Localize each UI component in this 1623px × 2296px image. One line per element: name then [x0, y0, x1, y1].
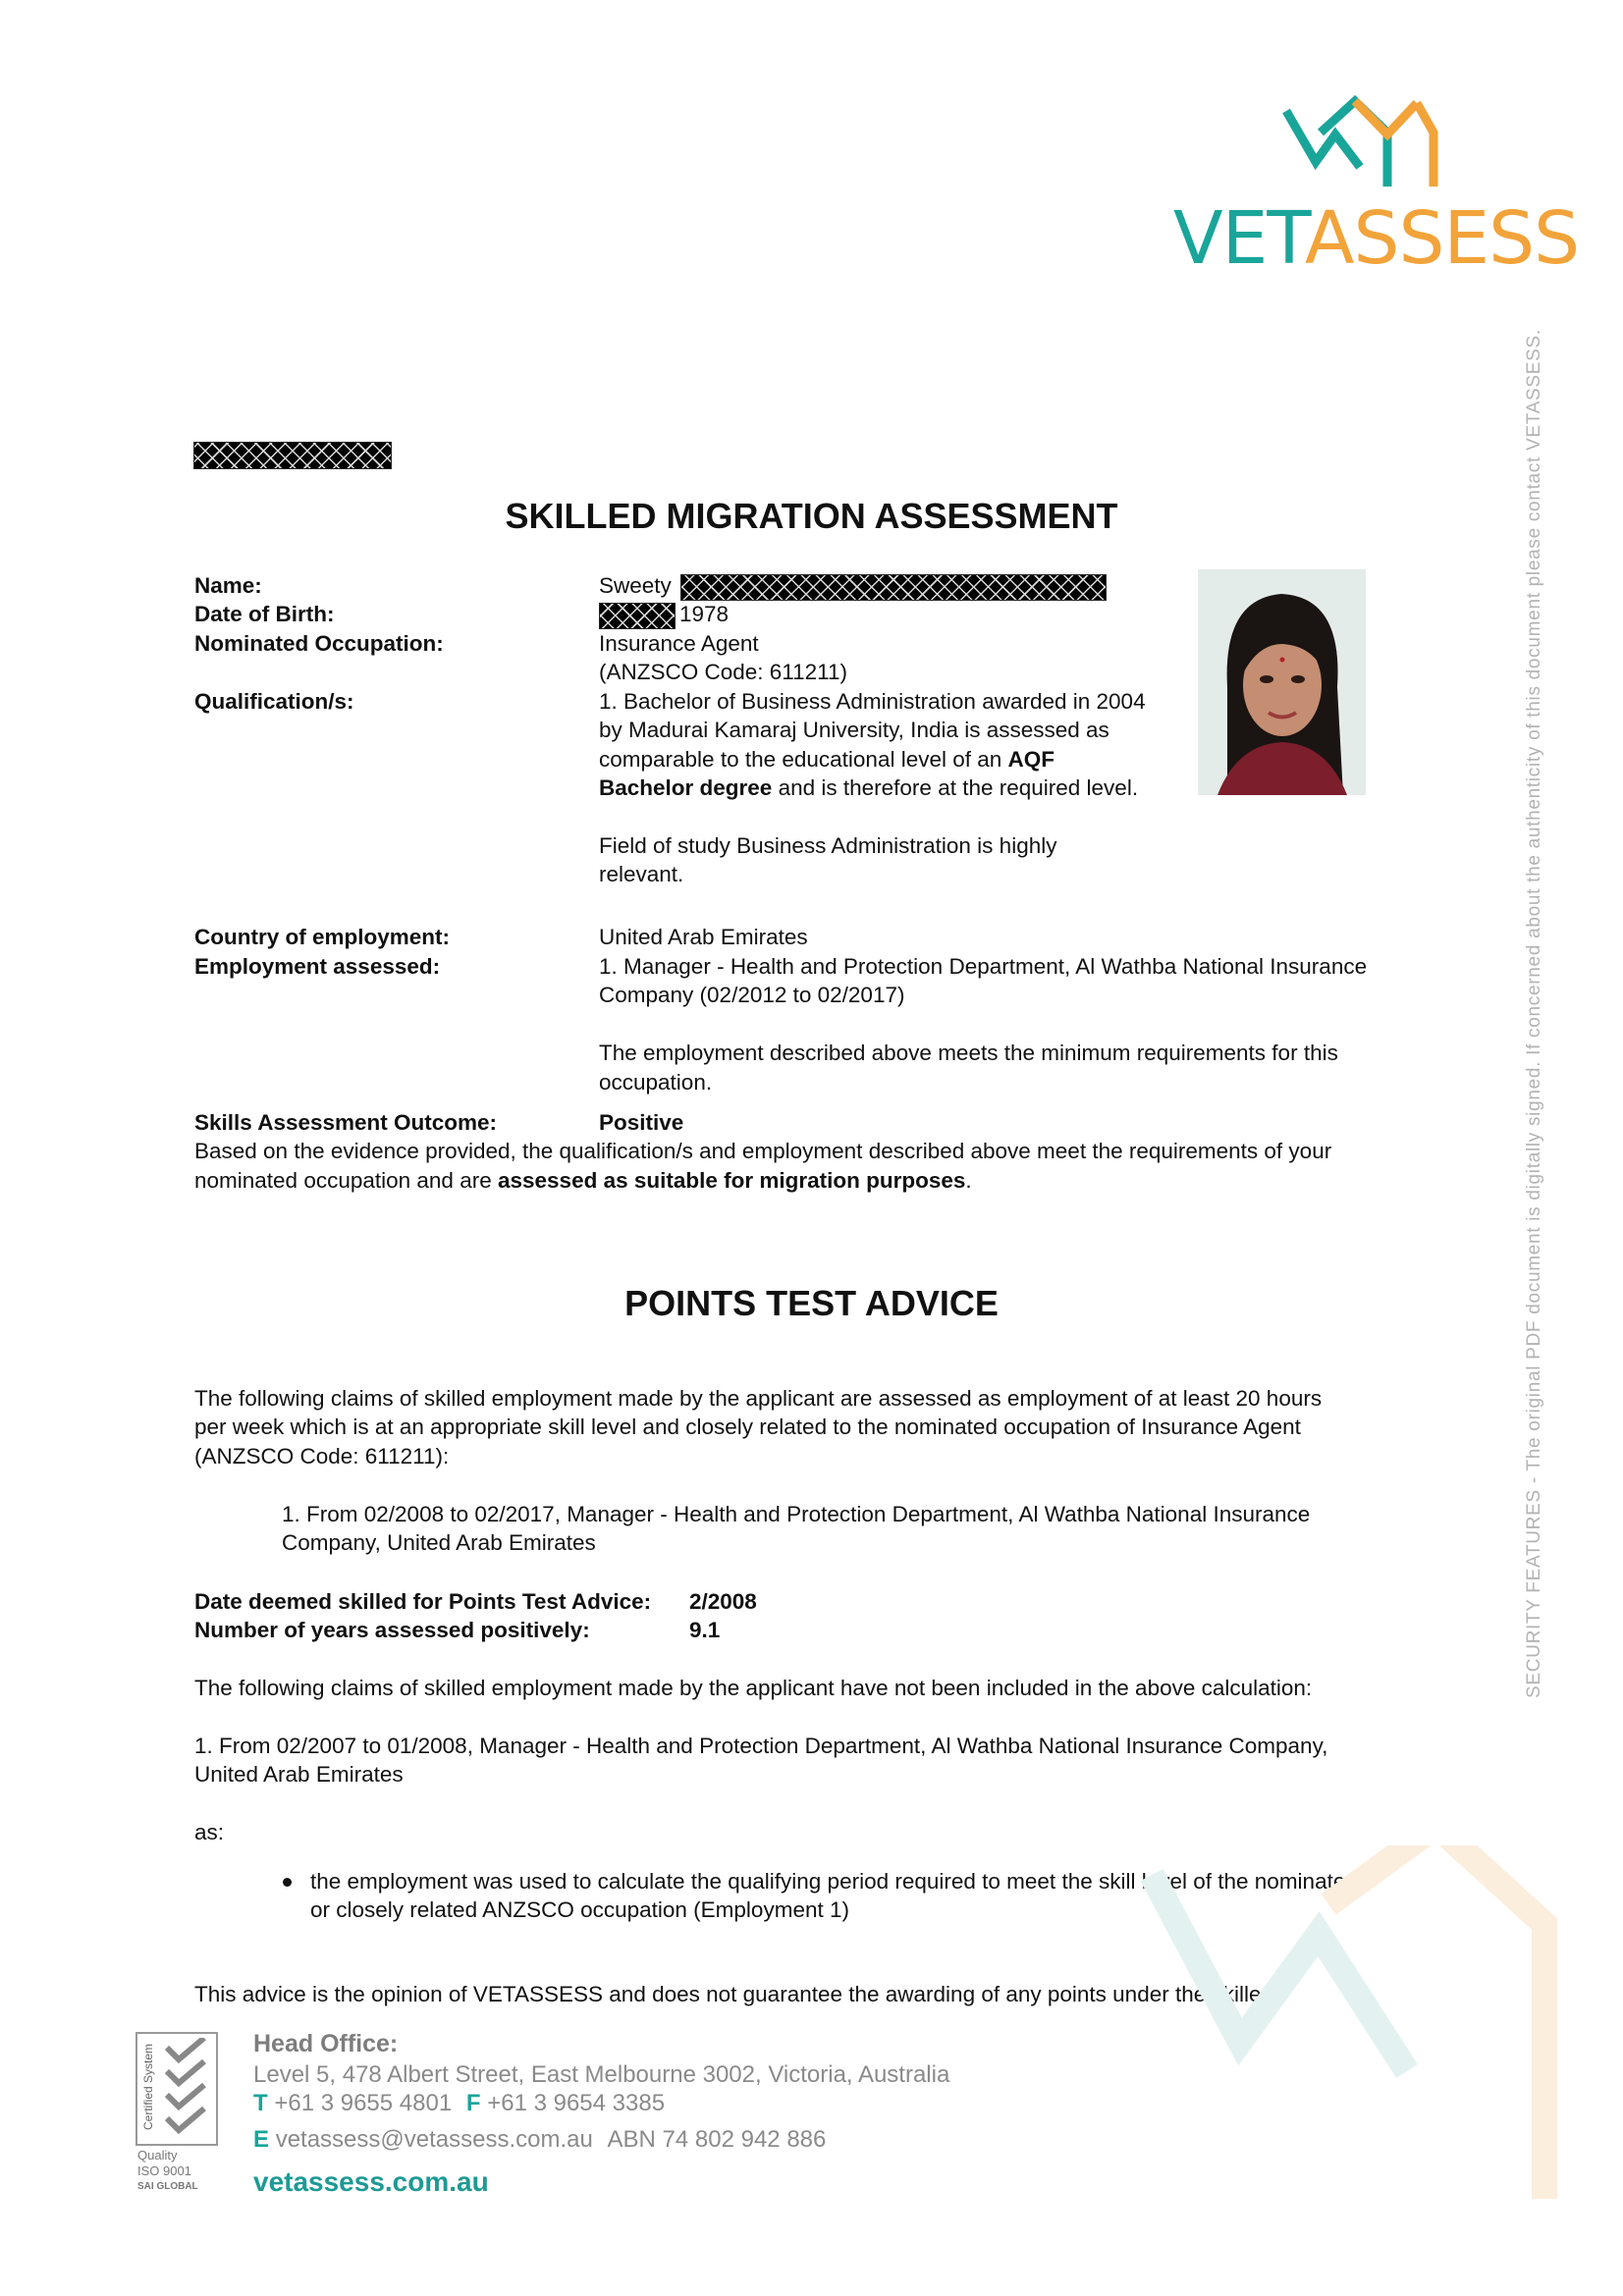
vetassess-logo — [1173, 93, 1580, 281]
field-of-study-line: relevant. — [599, 862, 684, 886]
checkmarks-icon — [161, 2038, 210, 2136]
badge-certified-text: Certified System — [141, 2043, 155, 2130]
employment-line: 1. Manager - Health and Protection Department, Al Wathba National Insurance — [599, 954, 1368, 979]
qualification-degree: Bachelor degree — [599, 775, 773, 800]
qualification-line — [599, 774, 1138, 803]
deemed-value: 2/2008 — [689, 1589, 757, 1614]
employment-note: occupation. — [599, 1070, 713, 1095]
qualification-label: Qualification/s: — [194, 689, 354, 714]
points-title: POINTS TEST ADVICE — [624, 1283, 999, 1323]
bullet-line: the employment was used to calculate the qualifying period required to meet the skill level of the nominated — [310, 1869, 1358, 1894]
logo-mark-icon — [1173, 93, 1546, 201]
points-intro-line: (ANZSCO Code: 611211): — [194, 1444, 450, 1468]
badge-iso: ISO 9001 — [137, 2163, 191, 2178]
badge-quality: Quality — [137, 2148, 178, 2163]
footer-email-abn — [253, 2123, 826, 2157]
occupation-label: Nominated Occupation: — [194, 631, 444, 656]
qualification-tail: and is therefore at the required level. — [778, 775, 1139, 800]
security-features-note: SECURITY FEATURES - The original PDF document is digitally signed. If concerned about the authenticity of this document please contact VETASSESS. — [1524, 329, 1544, 1698]
qualification-line — [599, 745, 1055, 774]
deemed-label: Date deemed skilled for Points Test Advice: — [194, 1589, 652, 1614]
redacted-surname — [680, 574, 1107, 601]
outcome-value: Positive — [599, 1110, 684, 1135]
outcome-text: nominated occupation and are — [194, 1168, 492, 1193]
disclaimer-line: This advice is the opinion of VETASSESS and does not guarantee the awarding of any points under the skilled — [194, 1982, 1274, 2006]
footer-address: Level 5, 478 Albert Street, East Melbourne 3002, Victoria, Australia — [253, 2061, 950, 2088]
abn-value: ABN 74 802 942 886 — [607, 2126, 827, 2153]
points-claim-line: 1. From 02/2008 to 02/2017, Manager - Health and Protection Department, Al Wathba National Insurance — [282, 1502, 1311, 1526]
qualification-text: comparable to the educational level of an — [599, 747, 1002, 772]
applicant-photo — [1198, 569, 1366, 795]
excluded-line: 1. From 02/2007 to 01/2008, Manager - Health and Protection Department, Al Wathba National Insurance Company, — [194, 1734, 1328, 1758]
fax-value: +61 3 9654 3385 — [487, 2090, 666, 2116]
name-value: Sweety — [599, 573, 672, 598]
country-value: United Arab Emirates — [599, 925, 808, 949]
outcome-line — [194, 1166, 972, 1196]
iso-badge — [135, 2032, 216, 2199]
head-office-label: Head Office: — [253, 2030, 399, 2057]
outcome-period: . — [965, 1168, 972, 1193]
footer-phones — [253, 2087, 665, 2120]
assessment-title: SKILLED MIGRATION ASSESSMENT — [505, 496, 1118, 536]
fax-label: F — [465, 2090, 481, 2116]
bullet-icon — [283, 1878, 292, 1887]
outcome-label: Skills Assessment Outcome: — [194, 1110, 498, 1135]
qualification-line: by Madurai Kamaraj University, India is assessed as — [599, 718, 1109, 742]
country-label: Country of employment: — [194, 925, 451, 949]
name-label: Name: — [194, 573, 262, 598]
phone-label: T — [253, 2090, 268, 2116]
years-label: Number of years assessed positively: — [194, 1618, 590, 1642]
bullet-line: or closely related ANZSCO occupation (Employment 1) — [310, 1897, 849, 1922]
excluded-line: United Arab Emirates — [194, 1762, 404, 1787]
occupation-code: (ANZSCO Code: 611211) — [599, 660, 848, 684]
redacted-reference — [193, 442, 392, 469]
phone-value: +61 3 9655 4801 — [274, 2090, 453, 2116]
dob-value: 1978 — [679, 602, 730, 626]
outcome-emphasis: assessed as suitable for migration purposes — [497, 1168, 966, 1193]
occupation-value: Insurance Agent — [599, 631, 759, 656]
points-claim-line: Company, United Arab Emirates — [282, 1530, 596, 1555]
redacted-dob — [599, 603, 676, 629]
badge-org: SAI GLOBAL — [137, 2181, 198, 2192]
employment-label: Employment assessed: — [194, 954, 441, 979]
excluded-intro: The following claims of skilled employment made by the applicant have not been included in the above calculation: — [194, 1676, 1313, 1700]
logo-wordmark: VETASSESS — [1173, 196, 1580, 281]
qualification-aqf: AQF — [1007, 747, 1055, 772]
outcome-line: Based on the evidence provided, the qualification/s and employment described above meet the requirements of your — [194, 1139, 1332, 1163]
email-value[interactable]: vetassess@vetassess.com.au — [275, 2126, 593, 2153]
employment-line: Company (02/2012 to 02/2017) — [599, 983, 905, 1007]
years-value: 9.1 — [689, 1618, 721, 1642]
email-label: E — [253, 2126, 270, 2153]
dob-label: Date of Birth: — [194, 602, 335, 626]
points-intro-line: per week which is at an appropriate skill level and closely related to the nominated occupation of Insurance Agent — [194, 1415, 1301, 1439]
watermark-icon — [1112, 1845, 1623, 2199]
field-of-study-line: Field of study Business Administration is highly — [599, 833, 1057, 858]
as-label: as: — [194, 1820, 225, 1844]
points-intro-line: The following claims of skilled employment made by the applicant are assessed as employment of at least 20 hours — [194, 1386, 1323, 1411]
qualification-line: 1. Bachelor of Business Administration awarded in 2004 — [599, 689, 1146, 714]
employment-note: The employment described above meets the minimum requirements for this — [599, 1041, 1338, 1065]
website-link[interactable]: vetassess.com.au — [253, 2166, 489, 2197]
